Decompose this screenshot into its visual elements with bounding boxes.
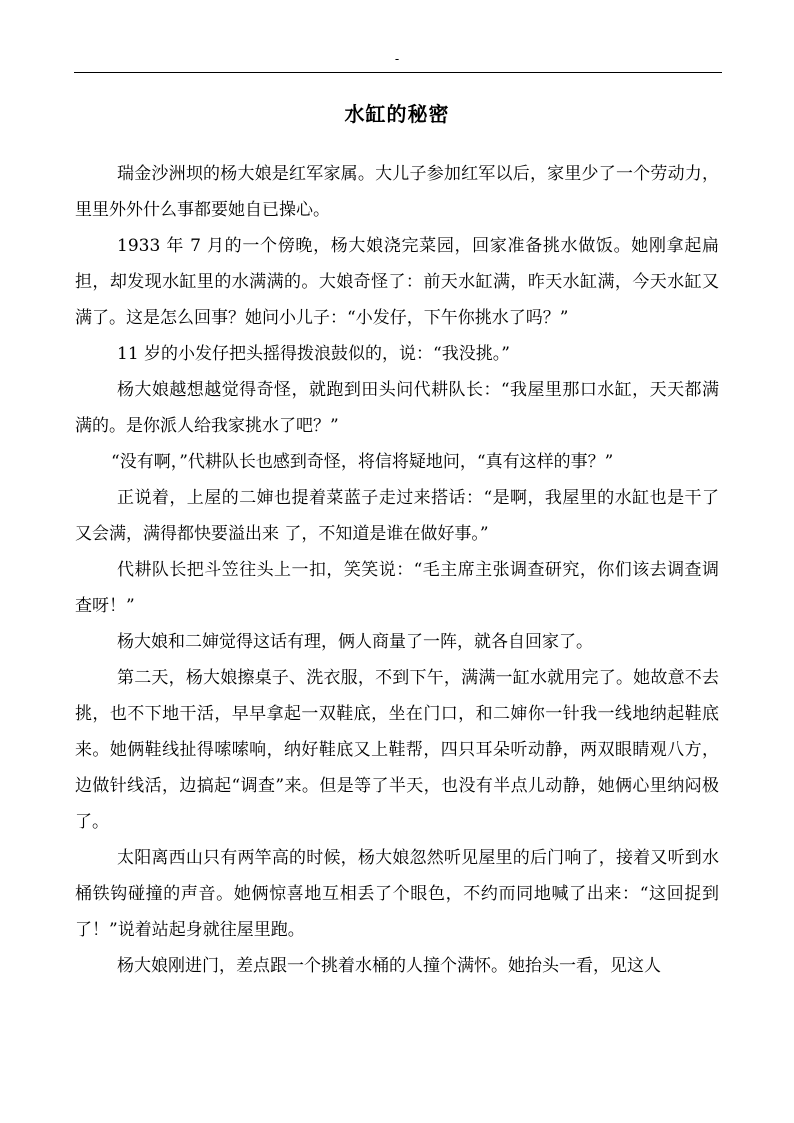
document-body bbox=[75, 156, 719, 984]
paragraph: 瑞金沙洲坝的杨大娘是红军家属。大儿子参加红军以后，家里少了一个劳动力，里里外外什么事都要她自已操心。 bbox=[75, 164, 719, 220]
paragraph: 1933 年 7 月的一个傍晚，杨大娘浇完菜园，回家准备挑水做饭。她刚拿起扁担，却发现水缸里的水满满的。大娘奇怪了：前天水缸满，昨天水缸满，今天水缸又满了。这是怎么回事？她问小儿子：“小发仔，下午你挑水了吗？” bbox=[75, 236, 719, 328]
paragraph: 第二天，杨大娘擦桌子、洗衣服，不到下午，满满一缸水就用完了。她故意不去挑，也不下地干活，早早拿起一双鞋底，坐在门口，和二婶你一针我一线地纳起鞋底来。她俩鞋线扯得嗦嗦响，纳好鞋底又上鞋帮，四只耳朵听动静，两双眼睛观八方，边做针线活，边搞起“调查”来。但是等了半天，也没有半点儿动静，她俩心里纳闷极了。 bbox=[75, 668, 719, 832]
paragraph: 11 岁的小发仔把头摇得拨浪鼓似的，说：“我没挑。” bbox=[117, 344, 510, 364]
document-title: 水缸的秘密 bbox=[344, 102, 450, 127]
header-divider bbox=[74, 72, 722, 73]
paragraph: 杨大娘和二婶觉得这话有理，俩人商量了一阵，就各自回家了。 bbox=[117, 632, 593, 652]
paragraph: “没有啊，”代耕队长也感到奇怪，将信将疑地问，“真有这样的事？” bbox=[111, 452, 614, 472]
paragraph: 杨大娘刚进门，差点跟一个挑着水桶的人撞个满怀。她抬头一看，见这人 bbox=[117, 956, 661, 976]
paragraph: 正说着，上屋的二婶也提着菜蓝子走过来搭话：“是啊，我屋里的水缸也是干了又会满，满得都快要溢出来 了，不知道是谁在做好事。” bbox=[75, 488, 719, 544]
paragraph: 太阳离西山只有两竿高的时候，杨大娘忽然听见屋里的后门响了，接着又听到水桶铁钩碰撞的声音。她俩惊喜地互相丢了个眼色，不约而同地喊了出来：“这回捉到了！”说着站起身就往屋里跑。 bbox=[75, 848, 719, 940]
paragraph: 代耕队长把斗笠往头上一扣，笑笑说：“毛主席主张调查研究，你们该去调查调查呀！” bbox=[75, 560, 719, 616]
page-header-mark: - bbox=[394, 51, 400, 66]
paragraph: 杨大娘越想越觉得奇怪，就跑到田头问代耕队长：“我屋里那口水缸，天天都满满的。是你派人给我家挑水了吧？” bbox=[75, 380, 719, 436]
